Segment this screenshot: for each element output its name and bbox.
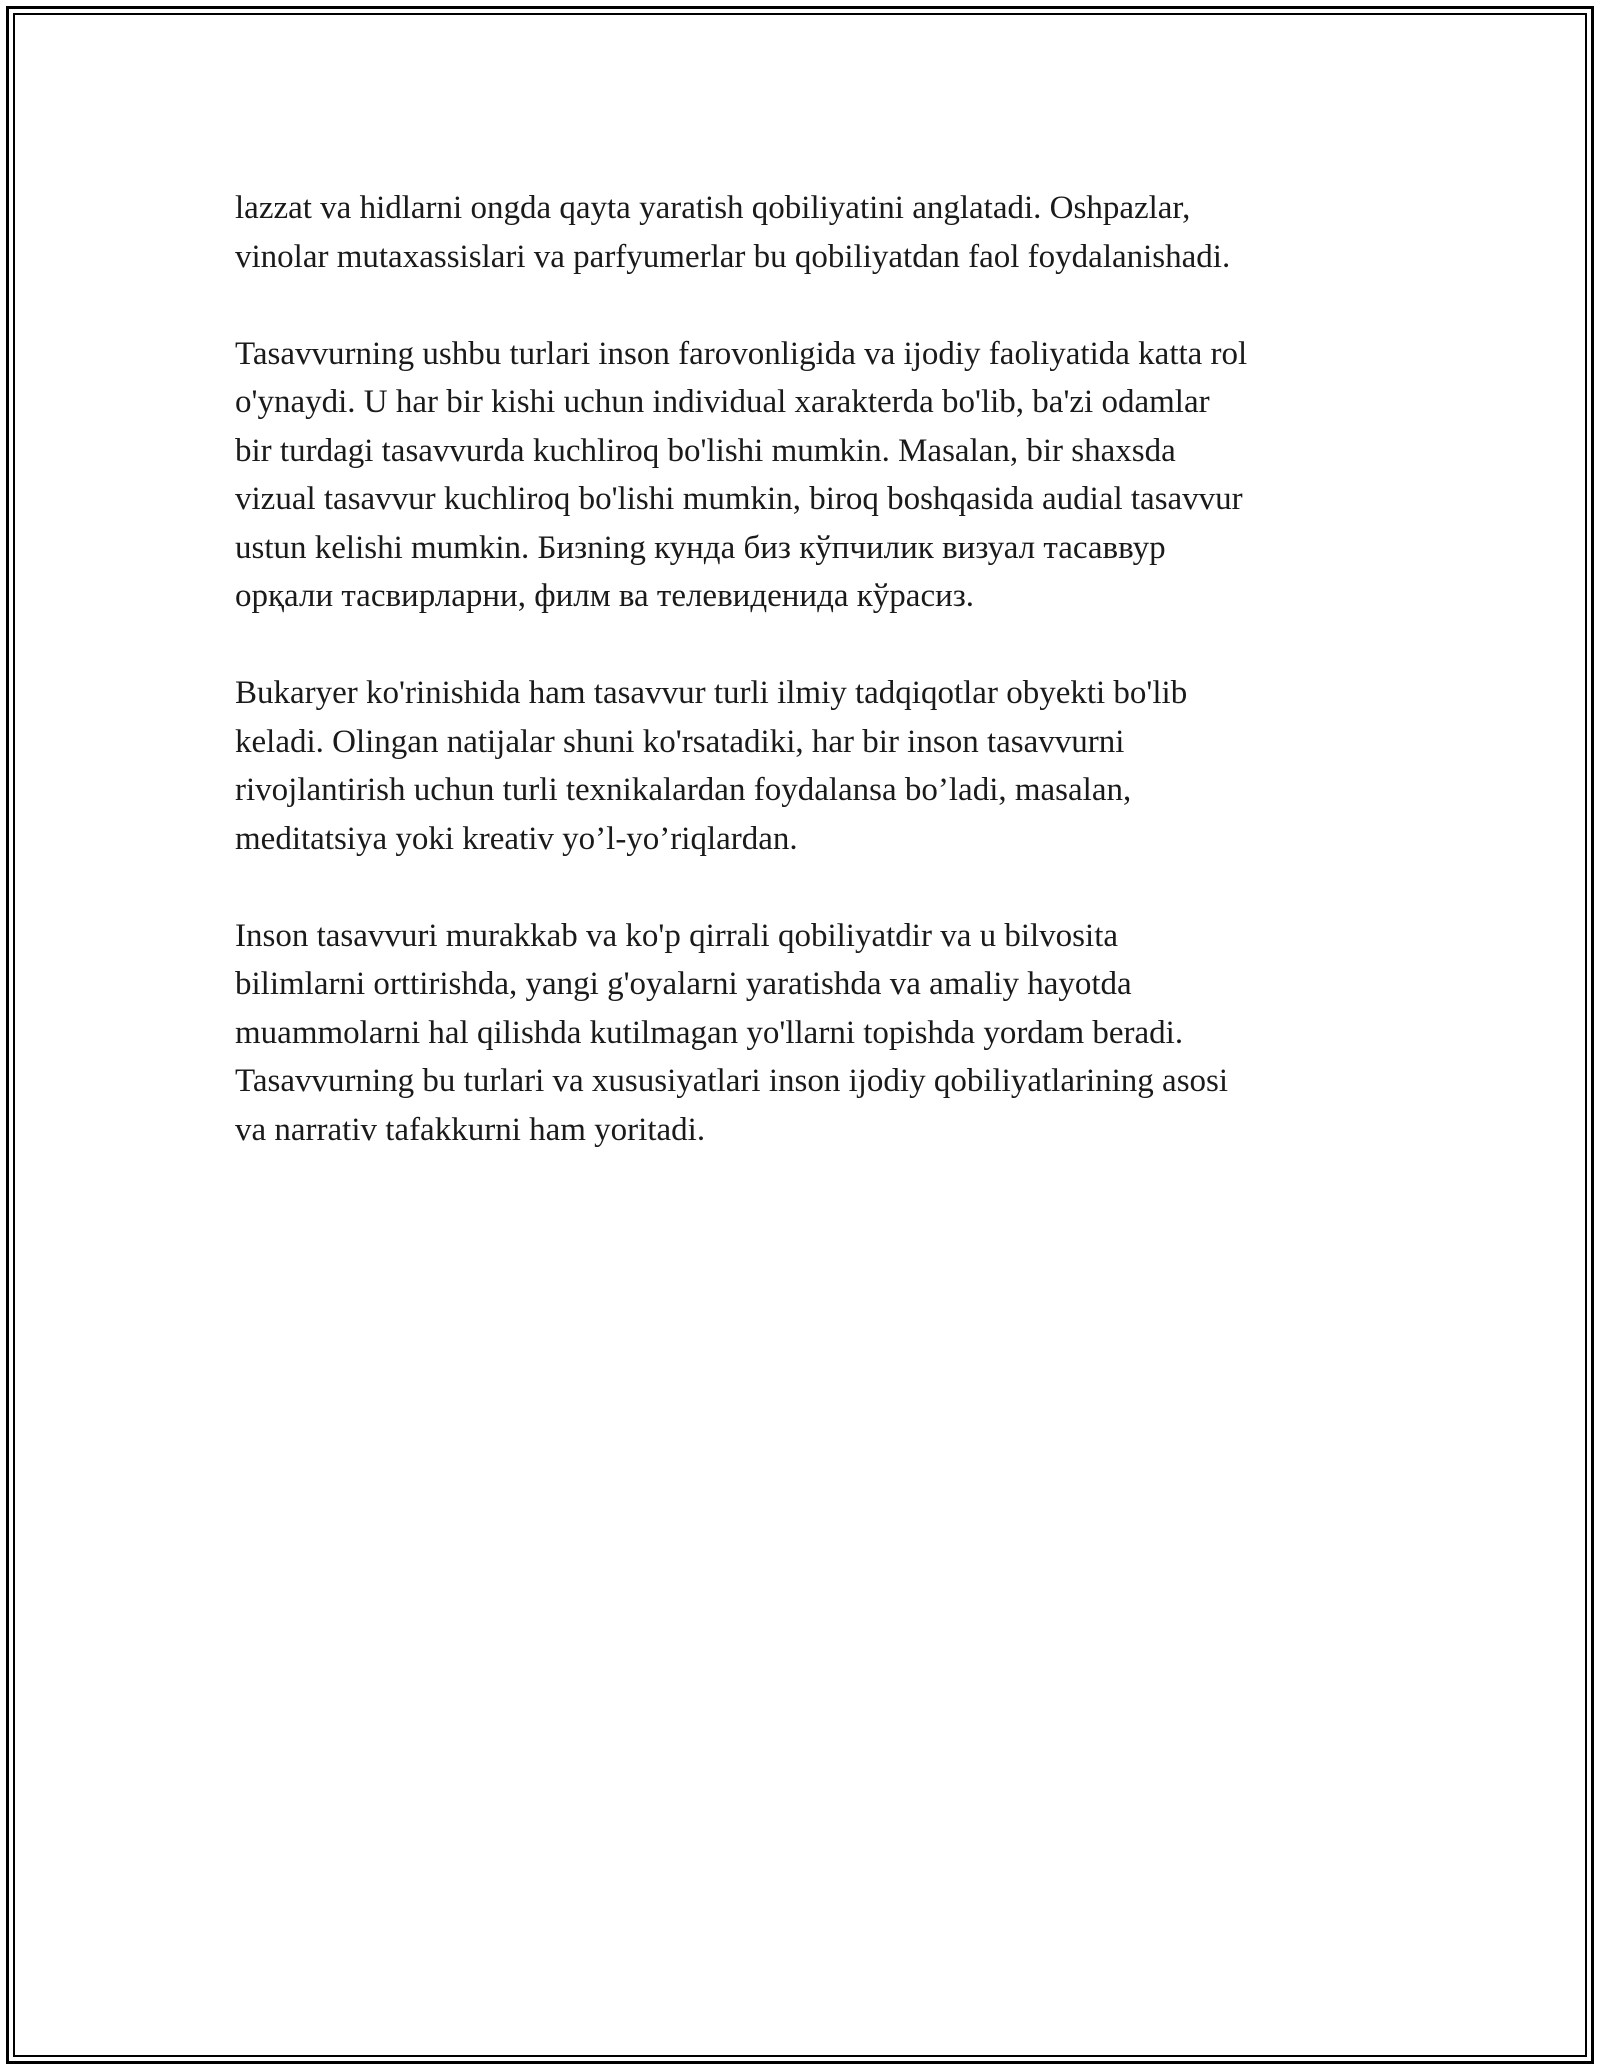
paragraph-imagination-types bbox=[235, 330, 1385, 621]
text-line: o'ynaydi. U har bir kishi uchun individual xarakterda bo'lib, ba'zi odamlar bbox=[235, 384, 1210, 420]
text-line: muammolarni hal qilishda kutilmagan yo'llarni topishda yordam beradi. bbox=[235, 1014, 1184, 1051]
text-line: lazzat va hidlarni ongda qayta yaratish qobiliyatini anglatadi. Oshpazlar, bbox=[235, 190, 1191, 226]
text-line: bir turdagi tasavvurda kuchliroq bo'lishi mumkin. Masalan, bir shaxsda bbox=[235, 432, 1176, 469]
text-line: keladi. Olingan natijalar shuni ko'rsatadiki, har bir inson tasavvurni bbox=[235, 723, 1125, 760]
text-line: Bukaryer ko'rinishida ham tasavvur turli ilmiy tadqiqotlar obyekti bo'lib bbox=[235, 675, 1188, 711]
paragraph-senses bbox=[235, 184, 1385, 281]
text-line: Inson tasavvuri murakkab va ko'p qirrali qobiliyatdir va u bilvosita bbox=[235, 917, 1119, 954]
text-line: bilimlarni orttirishda, yangi g'oyalarni yaratishda va amaliy hayotda bbox=[235, 966, 1132, 1002]
text-line: vinolar mutaxassislari va parfyumerlar bu qobiliyatdan faol foydalanishadi. bbox=[235, 238, 1231, 275]
text-line: ustun kelishi mumkin. Бизning кунда биз кўпчилик визуал тасаввур bbox=[235, 529, 1166, 566]
text-line: rivojlantirish uchun turli texnikalardan foydalansa bo’ladi, masalan, bbox=[235, 772, 1132, 808]
text-line: meditatsiya yoki kreativ yo’l-yo’riqlardan. bbox=[235, 820, 798, 857]
text-line: орқали тасвирларни, филм ва телевиденида кўрасиз. bbox=[235, 578, 975, 614]
text-line: Tasavvurning ushbu turlari inson farovonligida va ijodiy faoliyatida katta rol bbox=[235, 335, 1248, 372]
text-line: va narrativ tafakkurni ham yoritadi. bbox=[235, 1111, 706, 1148]
text-line: Tasavvurning bu turlari va xususiyatlari inson ijodiy qobiliyatlarining asosi bbox=[235, 1063, 1229, 1099]
paragraph-research bbox=[235, 669, 1385, 863]
document-body bbox=[235, 184, 1385, 1203]
paragraph-conclusion bbox=[235, 912, 1385, 1155]
text-line: vizual tasavvur kuchliroq bo'lishi mumkin, biroq boshqasida audial tasavvur bbox=[235, 481, 1243, 517]
